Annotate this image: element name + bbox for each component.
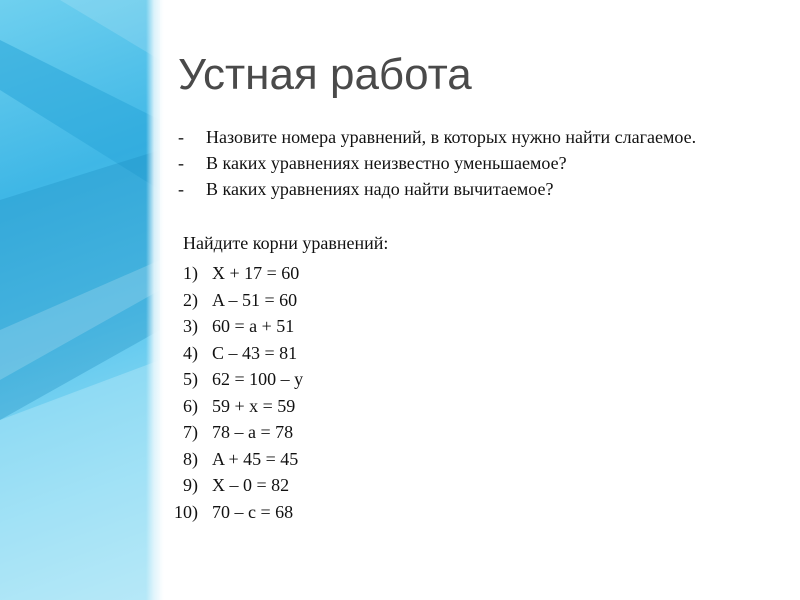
equation-text: A – 51 = 60: [212, 289, 298, 310]
equation-number: 1): [183, 263, 198, 283]
equation-item: [150, 499, 303, 526]
question-list: [178, 124, 800, 202]
equation-text: 70 – c = 68: [212, 501, 294, 522]
equation-number: 6): [183, 395, 198, 416]
equation-number: 7): [183, 422, 198, 442]
equation-item: [150, 340, 303, 367]
equation-number: 3): [183, 316, 198, 336]
equation-text: C – 43 = 81: [212, 342, 298, 363]
equation-number: 10): [174, 501, 198, 522]
equation-item: [150, 287, 303, 314]
equation-item: [150, 472, 303, 499]
question-item: [178, 150, 800, 176]
equation-text: 60 = a + 51: [212, 316, 295, 336]
question-item: [178, 176, 800, 202]
bullet-dash: -: [178, 179, 184, 199]
equation-number: 5): [183, 369, 198, 389]
equation-item: [150, 446, 303, 473]
equation-item: [150, 393, 303, 420]
equation-text: X – 0 = 82: [212, 475, 290, 495]
equation-number: 9): [183, 475, 198, 495]
decorative-side-panel: [0, 0, 160, 600]
question-item: [178, 124, 800, 150]
equation-number: 2): [183, 289, 198, 310]
equation-text: 78 – a = 78: [212, 422, 294, 442]
question-text: В каких уравнениях неизвестно уменьшаемое?: [206, 153, 567, 173]
equation-text: 62 = 100 – y: [212, 369, 304, 389]
equation-item: [150, 366, 303, 393]
equation-item: [150, 313, 303, 340]
question-text: В каких уравнениях надо найти вычитаемое?: [206, 179, 554, 199]
equation-item: [150, 260, 303, 287]
equation-list: [150, 260, 303, 525]
abstract-shapes: [0, 0, 160, 600]
bullet-dash: -: [178, 153, 184, 173]
bullet-dash: -: [178, 127, 184, 147]
equation-number: 4): [183, 342, 198, 363]
equation-text: 59 + x = 59: [212, 395, 296, 416]
equation-number: 8): [183, 448, 198, 469]
slide-title: Устная работа: [178, 50, 472, 99]
equation-item: [150, 419, 303, 446]
equation-text: A + 45 = 45: [212, 448, 299, 469]
task-label: Найдите корни уравнений:: [183, 233, 389, 253]
equation-text: X + 17 = 60: [212, 263, 300, 283]
question-text: Назовите номера уравнений, в которых нужно найти слагаемое.: [206, 127, 697, 147]
